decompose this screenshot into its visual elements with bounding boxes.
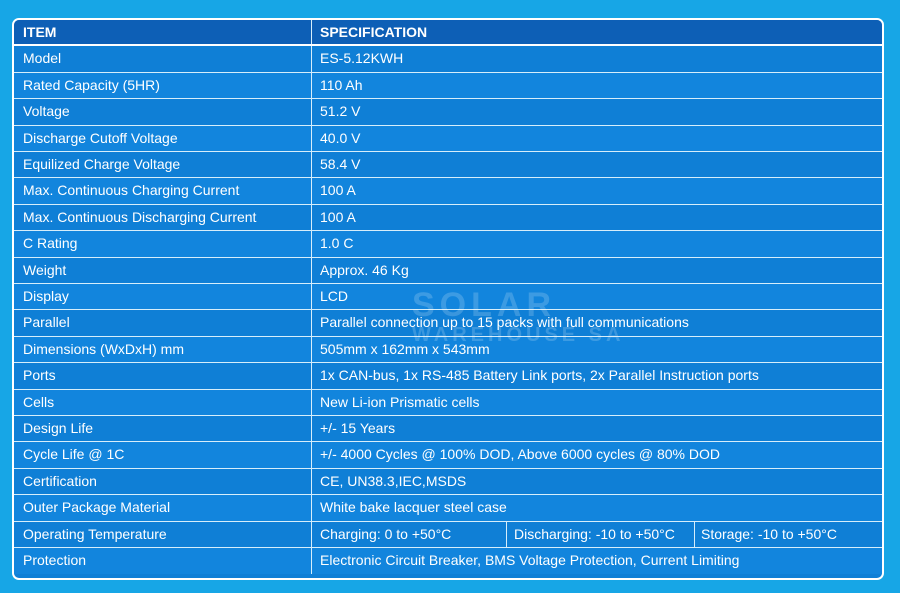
- spec-cell: 100 A: [320, 208, 356, 225]
- spec-table: [12, 18, 884, 580]
- item-cell: Weight: [14, 258, 312, 283]
- table-row: [14, 363, 882, 389]
- spec-cell: 1x CAN-bus, 1x RS-485 Battery Link ports, 2x Parallel Instruction ports: [320, 367, 759, 384]
- item-cell: Display: [14, 284, 312, 309]
- item-cell: Discharge Cutoff Voltage: [14, 126, 312, 151]
- table-row: [14, 390, 882, 416]
- item-cell: Cycle Life @ 1C: [14, 442, 312, 467]
- spec-cell: Electronic Circuit Breaker, BMS Voltage Protection, Current Limiting: [320, 552, 740, 568]
- spec-cell: New Li-ion Prismatic cells: [320, 393, 480, 410]
- spec-cell: +/- 15 Years: [320, 420, 396, 436]
- spec-cell: ES-5.12KWH: [320, 50, 404, 67]
- table-row: [14, 46, 882, 72]
- item-cell: Certification: [14, 469, 312, 494]
- spec-cell: 40.0 V: [320, 129, 361, 146]
- spec-cell: 505mm x 162mm x 543mm: [320, 340, 490, 357]
- table-row: [14, 178, 882, 204]
- table-row-protection: [14, 548, 882, 574]
- item-cell: Outer Package Material: [14, 495, 312, 520]
- charging-temp-cell: Charging: 0 to +50°C: [312, 522, 507, 547]
- spec-cell: 1.0 C: [320, 235, 354, 252]
- item-cell: Dimensions (WxDxH) mm: [14, 337, 312, 362]
- spec-cell: 110 Ah: [320, 76, 363, 93]
- table-row-operating-temperature: [14, 522, 882, 548]
- item-cell: Max. Continuous Discharging Current: [14, 205, 312, 230]
- item-cell: Parallel: [14, 310, 312, 335]
- table-row: [14, 205, 882, 231]
- item-cell: Voltage: [14, 99, 312, 124]
- table-row: [14, 310, 882, 336]
- table-row: [14, 152, 882, 178]
- table-row: [14, 99, 882, 125]
- table-row: [14, 416, 882, 442]
- table-row: [14, 126, 882, 152]
- item-cell: Cells: [14, 390, 312, 415]
- item-cell: Design Life: [14, 416, 312, 441]
- spec-cell: Approx. 46 Kg: [320, 261, 409, 278]
- table-row: [14, 284, 882, 310]
- header-item: ITEM: [14, 20, 312, 44]
- item-cell: Max. Continuous Charging Current: [14, 178, 312, 203]
- table-row: [14, 231, 882, 257]
- spec-cell: 51.2 V: [320, 103, 361, 120]
- discharging-temp-cell: Discharging: -10 to +50°C: [507, 522, 695, 547]
- table-row: [14, 469, 882, 495]
- storage-temp-cell: Storage: -10 to +50°C: [701, 525, 837, 542]
- spec-cell: LCD: [320, 288, 349, 304]
- item-cell: Model: [14, 46, 312, 71]
- item-cell: Equilized Charge Voltage: [14, 152, 312, 177]
- spec-cell: +/- 4000 Cycles @ 100% DOD, Above 6000 cycles @ 80% DOD: [320, 446, 720, 463]
- table-row: [14, 495, 882, 521]
- spec-cell: 58.4 V: [320, 156, 361, 172]
- item-cell: Operating Temperature: [14, 522, 312, 547]
- table-row: [14, 442, 882, 468]
- spec-cell: CE, UN38.3,IEC,MSDS: [320, 472, 467, 489]
- spec-cell: 100 A: [320, 182, 356, 199]
- item-cell: Protection: [14, 548, 312, 574]
- item-cell: Rated Capacity (5HR): [14, 73, 312, 98]
- item-cell: C Rating: [14, 231, 312, 256]
- spec-cell: Parallel connection up to 15 packs with full communications: [320, 314, 689, 331]
- table-row: [14, 258, 882, 284]
- item-cell: Ports: [14, 363, 312, 388]
- table-row: [14, 337, 882, 363]
- table-row: [14, 73, 882, 99]
- header-specification: SPECIFICATION: [320, 24, 428, 40]
- table-header: [14, 20, 882, 46]
- spec-cell: White bake lacquer steel case: [320, 499, 507, 516]
